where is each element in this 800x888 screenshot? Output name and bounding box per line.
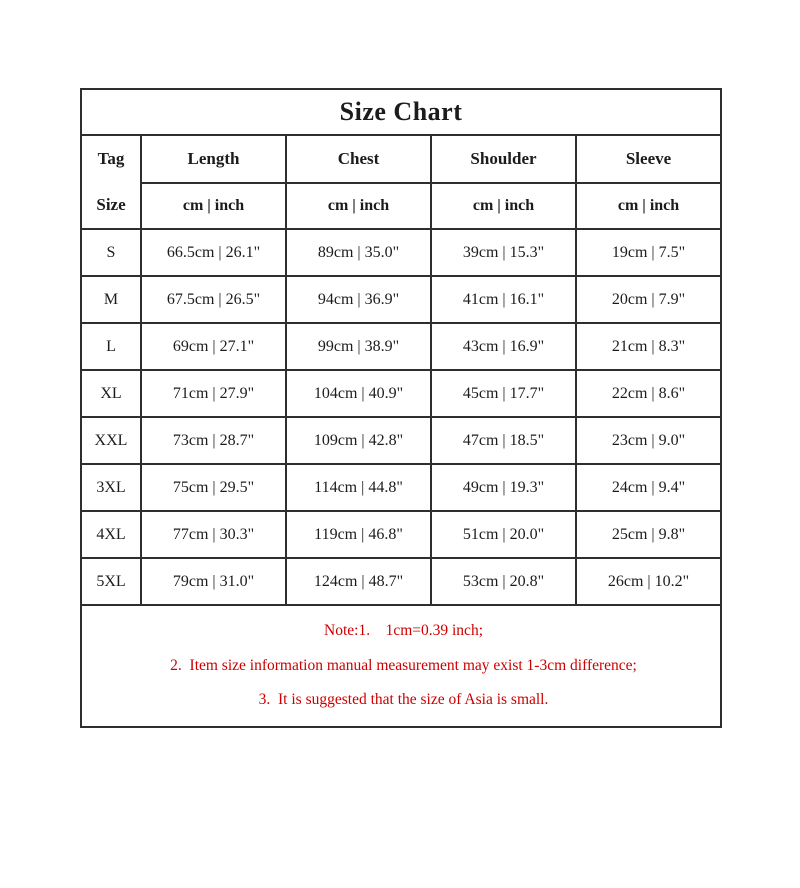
shoulder-cell: 49cm | 19.3" (431, 464, 576, 511)
shoulder-cell: 45cm | 17.7" (431, 370, 576, 417)
chest-cell: 109cm | 42.8" (286, 417, 431, 464)
tag-size-label (82, 136, 140, 228)
size-chart-container (80, 88, 720, 728)
chest-cell: 114cm | 44.8" (286, 464, 431, 511)
table-row (81, 558, 721, 605)
note-line-2: 2. Item size information manual measurement may exist 1-3cm difference; (170, 656, 637, 674)
length-cell: 79cm | 31.0" (141, 558, 286, 605)
table-row (81, 464, 721, 511)
table-row (81, 417, 721, 464)
column-header-shoulder: Shoulder (431, 135, 576, 183)
sleeve-cell: 26cm | 10.2" (576, 558, 721, 605)
sleeve-cell: 23cm | 9.0" (576, 417, 721, 464)
chest-cell: 89cm | 35.0" (286, 229, 431, 276)
column-header-chest: Chest (286, 135, 431, 183)
unit-header-chest: cm | inch (286, 183, 431, 229)
table-row (81, 370, 721, 417)
unit-header-length: cm | inch (141, 183, 286, 229)
length-cell: 77cm | 30.3" (141, 511, 286, 558)
shoulder-cell: 39cm | 15.3" (431, 229, 576, 276)
size-label: Size (96, 195, 126, 214)
notes-row (81, 605, 721, 727)
size-chart-table (80, 88, 722, 728)
tag-label: Tag (97, 149, 125, 168)
sleeve-cell: 22cm | 8.6" (576, 370, 721, 417)
length-cell: 73cm | 28.7" (141, 417, 286, 464)
unit-header-sleeve: cm | inch (576, 183, 721, 229)
sleeve-cell: 24cm | 9.4" (576, 464, 721, 511)
chest-cell: 94cm | 36.9" (286, 276, 431, 323)
column-header-length: Length (141, 135, 286, 183)
title-row (81, 89, 721, 135)
unit-header-shoulder: cm | inch (431, 183, 576, 229)
table-row (81, 276, 721, 323)
tag-size-corner-cell (81, 135, 141, 229)
shoulder-cell: 41cm | 16.1" (431, 276, 576, 323)
size-tag-cell: 5XL (81, 558, 141, 605)
size-tag-cell: L (81, 323, 141, 370)
size-tag-cell: 3XL (81, 464, 141, 511)
length-cell: 71cm | 27.9" (141, 370, 286, 417)
sleeve-cell: 25cm | 9.8" (576, 511, 721, 558)
sleeve-cell: 19cm | 7.5" (576, 229, 721, 276)
notes-list (82, 606, 720, 726)
size-tag-cell: XL (81, 370, 141, 417)
shoulder-cell: 53cm | 20.8" (431, 558, 576, 605)
table-row (81, 323, 721, 370)
size-tag-cell: 4XL (81, 511, 141, 558)
length-cell: 69cm | 27.1" (141, 323, 286, 370)
length-cell: 67.5cm | 26.5" (141, 276, 286, 323)
chest-cell: 119cm | 46.8" (286, 511, 431, 558)
size-tag-cell: S (81, 229, 141, 276)
chest-cell: 99cm | 38.9" (286, 323, 431, 370)
table-row (81, 229, 721, 276)
length-cell: 66.5cm | 26.1" (141, 229, 286, 276)
size-tag-cell: M (81, 276, 141, 323)
note-line-1: Note:1. 1cm=0.39 inch; (324, 622, 483, 640)
table-row (81, 511, 721, 558)
header-row (81, 135, 721, 183)
unit-header-row (81, 183, 721, 229)
column-header-sleeve: Sleeve (576, 135, 721, 183)
note-line-3: 3. It is suggested that the size of Asia is small. (258, 691, 549, 709)
chest-cell: 124cm | 48.7" (286, 558, 431, 605)
sleeve-cell: 20cm | 7.9" (576, 276, 721, 323)
shoulder-cell: 47cm | 18.5" (431, 417, 576, 464)
page-title: Size Chart (81, 89, 721, 135)
chest-cell: 104cm | 40.9" (286, 370, 431, 417)
notes-section (81, 605, 721, 727)
shoulder-cell: 43cm | 16.9" (431, 323, 576, 370)
length-cell: 75cm | 29.5" (141, 464, 286, 511)
size-tag-cell: XXL (81, 417, 141, 464)
shoulder-cell: 51cm | 20.0" (431, 511, 576, 558)
sleeve-cell: 21cm | 8.3" (576, 323, 721, 370)
